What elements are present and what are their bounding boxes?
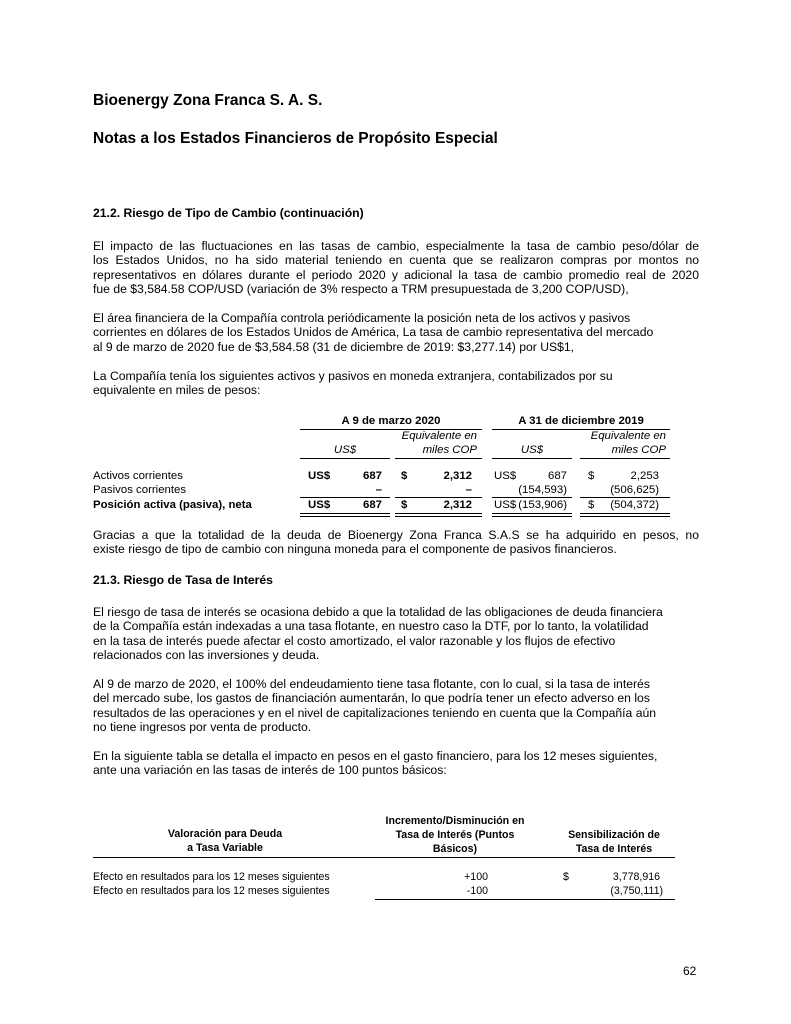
text-line: representativos en dólares durante el periodo 2020 y adicional la tasa de cambio promedio real de 2020 xyxy=(93,267,699,282)
paragraph-debt-pesos xyxy=(93,528,699,557)
row-label: Activos corrientes xyxy=(93,470,183,482)
text-line: El riesgo de tasa de interés se ocasiona debido a que la totalidad de las obligaciones de deuda financiera xyxy=(93,605,663,619)
paragraph-fx-assets xyxy=(93,369,699,398)
cell-value: 2,253 xyxy=(630,470,659,482)
cell-value: -100 xyxy=(466,885,488,897)
text-line: de la Compañía están indexadas a una tasa flotante, en nuestro caso la DTF, por lo tanto, la volatilidad xyxy=(93,619,649,634)
col-equiv-2a: Equivalente en xyxy=(590,430,666,442)
col-rule xyxy=(300,458,390,459)
text-line: ante una variación en las tasas de interés de 100 puntos básicos: xyxy=(93,763,447,778)
col-usd-1: US$ xyxy=(333,444,357,456)
currency-symbol: $ xyxy=(563,871,569,883)
cell-value: 3,778,916 xyxy=(612,871,660,883)
col-rule xyxy=(580,458,670,459)
col-equiv-1b: miles COP xyxy=(422,444,477,456)
col-rule xyxy=(492,458,572,459)
currency-symbol: $ xyxy=(401,499,408,511)
cell-value: 687 xyxy=(547,470,567,482)
subtotal-rule xyxy=(395,497,482,498)
text-line: fue de $3,584.58 COP/USD (variación de 3% respecto a TRM presupuestada de 3,200 COP/USD), xyxy=(93,281,629,296)
text-line: El impacto de las fluctuaciones en las tasas de cambio, especialmente la tasa de cambio peso/dólar de xyxy=(93,239,699,253)
currency-symbol: US$ xyxy=(494,499,517,511)
currency-symbol: $ xyxy=(401,470,408,482)
text-line: existe riesgo de tipo de cambio con ninguna moneda para el componente de pasivos financieros. xyxy=(93,542,617,557)
text-line: en la tasa de interés puede afectar el costo amortizado, el valor razonable y los flujos de efectivo xyxy=(93,633,616,648)
col-header: Sensibilización de xyxy=(568,829,660,841)
cell-value: – xyxy=(465,484,472,496)
document-title: Notas a los Estados Financieros de Propósito Especial xyxy=(93,130,498,147)
text-line: En la siguiente tabla se detalla el impacto en pesos en el gasto financiero, para los 12 meses siguientes, xyxy=(93,749,658,763)
text-line: al 9 de marzo de 2020 fue de $3,584.58 (31 de diciembre de 2019: $3,277.14) por US$1, xyxy=(93,339,575,354)
section-212-heading: 21.2. Riesgo de Tipo de Cambio (continuación) xyxy=(93,206,364,220)
period-2-header: A 31 de diciembre 2019 xyxy=(518,415,644,427)
paragraph-fx-impact xyxy=(93,239,699,296)
currency-symbol: US$ xyxy=(308,499,331,511)
row-label: Pasivos corrientes xyxy=(93,484,187,496)
paragraph-interest-risk xyxy=(93,605,699,662)
col-header: Básicos) xyxy=(432,843,478,855)
cell-value: 2,312 xyxy=(443,499,472,511)
col-header: a Tasa Variable xyxy=(187,842,263,854)
subtotal-rule xyxy=(580,497,670,498)
text-line: Gracias a que la totalidad de la deuda de Bioenergy Zona Franca S.A.S se ha adquirido en pesos, no xyxy=(93,528,699,542)
period-1-header: A 9 de marzo 2020 xyxy=(341,415,441,427)
text-line: del mercado sube, los gastos de financiación aumentarán, lo que podría tener un efecto adverso en los xyxy=(93,691,650,706)
col-usd-2: US$ xyxy=(520,444,544,456)
cell-value: 2,312 xyxy=(443,470,472,482)
text-line: La Compañía tenía los siguientes activos y pasivos en moneda extranjera, contabilizados por su xyxy=(93,369,613,383)
text-line: corrientes en dólares de los Estados Unidos de América, La tasa de cambio representativa del mercado xyxy=(93,325,654,340)
text-line: no tiene ingresos por venta de producto. xyxy=(93,719,312,734)
cell-value: (3,750,111) xyxy=(610,885,663,897)
subtotal-rule xyxy=(492,497,572,498)
col-equiv-2b: miles COP xyxy=(611,444,666,456)
row-label: Posición activa (pasiva), neta xyxy=(93,499,252,511)
col-header: Tasa de Interés xyxy=(575,843,653,855)
text-line: relacionados con las inversiones y deuda. xyxy=(93,647,320,662)
header-rule xyxy=(93,857,675,858)
section-213-heading: 21.3. Riesgo de Tasa de Interés xyxy=(93,573,273,587)
cell-value: +100 xyxy=(464,871,488,883)
cell-value: (154,593) xyxy=(518,484,567,496)
currency-symbol: $ xyxy=(588,499,595,511)
cell-value: – xyxy=(375,484,382,496)
currency-symbol: US$ xyxy=(494,470,517,482)
paragraph-floating-rate xyxy=(93,677,699,734)
col-header: Incremento/Disminución en xyxy=(385,815,525,827)
cell-value: 687 xyxy=(362,499,382,511)
text-line: los Estados Unidos, no ha sido material teniendo en cuenta que se realizaron compras por montos no xyxy=(93,253,699,268)
currency-symbol: US$ xyxy=(308,470,331,482)
currency-symbol: $ xyxy=(588,470,595,482)
col-equiv-1a: Equivalente en xyxy=(401,430,477,442)
company-name: Bioenergy Zona Franca S. A. S. xyxy=(93,92,323,109)
page-number: 62 xyxy=(683,964,697,978)
total-double-rule xyxy=(300,513,390,517)
total-double-rule xyxy=(395,513,482,517)
row-label: Efecto en resultados para los 12 meses siguientes xyxy=(93,885,330,897)
total-double-rule xyxy=(492,513,572,517)
row-label: Efecto en resultados para los 12 meses siguientes xyxy=(93,871,330,883)
cell-value: (506,625) xyxy=(610,484,659,496)
cell-value: 687 xyxy=(362,470,382,482)
paragraph-fx-control xyxy=(93,311,699,354)
paragraph-sensitivity-intro xyxy=(93,749,699,778)
col-rule xyxy=(395,458,482,459)
col-header: Valoración para Deuda xyxy=(167,828,283,840)
text-line: Al 9 de marzo de 2020, el 100% del endeudamiento tiene tasa flotante, con lo cual, si la tasa de interés xyxy=(93,677,650,691)
cell-value: (504,372) xyxy=(610,499,659,511)
total-rule xyxy=(375,899,675,900)
col-header: Tasa de Interés (Puntos xyxy=(395,829,515,841)
text-line: El área financiera de la Compañía controla periódicamente la posición neta de los activos y pasivos xyxy=(93,311,631,325)
subtotal-rule xyxy=(300,497,390,498)
text-line: resultados de las operaciones y en el nivel de capitalizaciones teniendo en cuenta que la Compañía aún xyxy=(93,705,657,720)
text-line: equivalente en miles de pesos: xyxy=(93,383,261,398)
cell-value: (153,906) xyxy=(518,499,567,511)
total-double-rule xyxy=(580,513,670,517)
